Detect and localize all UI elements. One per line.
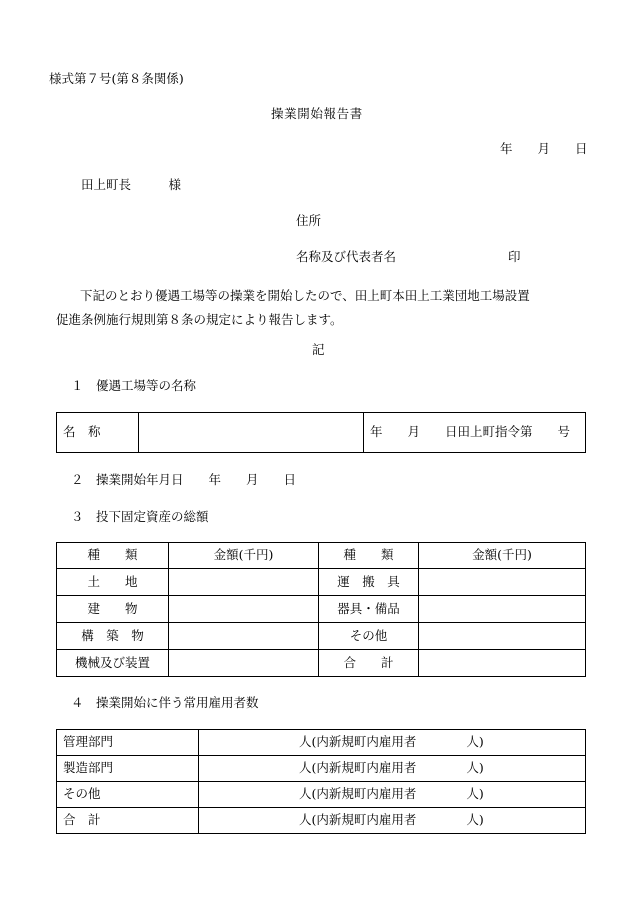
kind-cell: 土 地	[57, 569, 169, 596]
document-title: 操業開始報告書	[271, 106, 363, 121]
amount-cell[interactable]	[419, 569, 586, 596]
addressee: 田上町長 様	[81, 177, 182, 192]
kind-cell: 建 物	[57, 596, 169, 623]
facility-name-label: 名 称	[57, 413, 139, 453]
table-row	[57, 730, 586, 756]
amount-cell[interactable]	[169, 623, 319, 650]
amount-cell[interactable]	[169, 569, 319, 596]
amount-cell[interactable]	[169, 596, 319, 623]
category-cell: 製造部門	[57, 756, 199, 782]
kind-cell: 合 計	[319, 650, 419, 677]
body-text	[56, 284, 576, 332]
section4-heading: ４ 操業開始に伴う常用雇用者数	[71, 695, 259, 710]
employee-count-cell[interactable]: 人(内新規町内雇用者 人)	[199, 730, 586, 756]
kind-cell: その他	[319, 623, 419, 650]
section1-heading: １ 優遇工場等の名称	[71, 378, 197, 393]
category-cell: その他	[57, 782, 199, 808]
header-kind-right: 種 類	[319, 543, 419, 569]
amount-cell[interactable]	[419, 650, 586, 677]
date-line: 年 月 日	[500, 141, 588, 156]
amount-cell[interactable]	[419, 596, 586, 623]
table-row	[57, 808, 586, 834]
table-row	[57, 650, 586, 677]
facility-name-table	[56, 412, 586, 453]
category-cell: 合 計	[57, 808, 199, 834]
header-amount-right: 金額(千円)	[419, 543, 586, 569]
address-label: 住所	[296, 213, 322, 228]
header-amount-left: 金額(千円)	[169, 543, 319, 569]
body-line-1: 下記のとおり優遇工場等の操業を開始したので、田上町本田上工業団地工場設置	[80, 288, 530, 303]
amount-cell[interactable]	[169, 650, 319, 677]
employee-count-cell[interactable]: 人(内新規町内雇用者 人)	[199, 782, 586, 808]
header-kind-left: 種 類	[57, 543, 169, 569]
table-row	[57, 756, 586, 782]
fixed-assets-table	[56, 542, 586, 677]
seal-mark: 印	[508, 249, 521, 264]
table-row	[57, 782, 586, 808]
assets-header-row	[57, 543, 586, 569]
facility-name-value[interactable]	[139, 413, 364, 453]
kind-cell: 構 築 物	[57, 623, 169, 650]
name-representative-label: 名称及び代表者名	[296, 249, 397, 264]
section2-heading: ２ 操業開始年月日 年 月 日	[71, 472, 297, 487]
body-line-2: 促進条例施行規則第８条の規定により報告します。	[56, 312, 343, 327]
amount-cell[interactable]	[419, 623, 586, 650]
table-row	[57, 596, 586, 623]
kind-cell: 運 搬 具	[319, 569, 419, 596]
employee-count-cell[interactable]: 人(内新規町内雇用者 人)	[199, 808, 586, 834]
kind-cell: 機械及び装置	[57, 650, 169, 677]
table-row	[57, 569, 586, 596]
section3-heading: ３ 投下固定資産の総額	[71, 509, 209, 524]
category-cell: 管理部門	[57, 730, 199, 756]
employees-table	[56, 729, 586, 834]
table-row	[57, 623, 586, 650]
designation-number: 年 月 日田上町指令第 号	[364, 413, 586, 453]
ki-label: 記	[312, 342, 325, 357]
kind-cell: 器具・備品	[319, 596, 419, 623]
form-label: 様式第７号(第８条関係)	[49, 71, 184, 86]
employee-count-cell[interactable]: 人(内新規町内雇用者 人)	[199, 756, 586, 782]
